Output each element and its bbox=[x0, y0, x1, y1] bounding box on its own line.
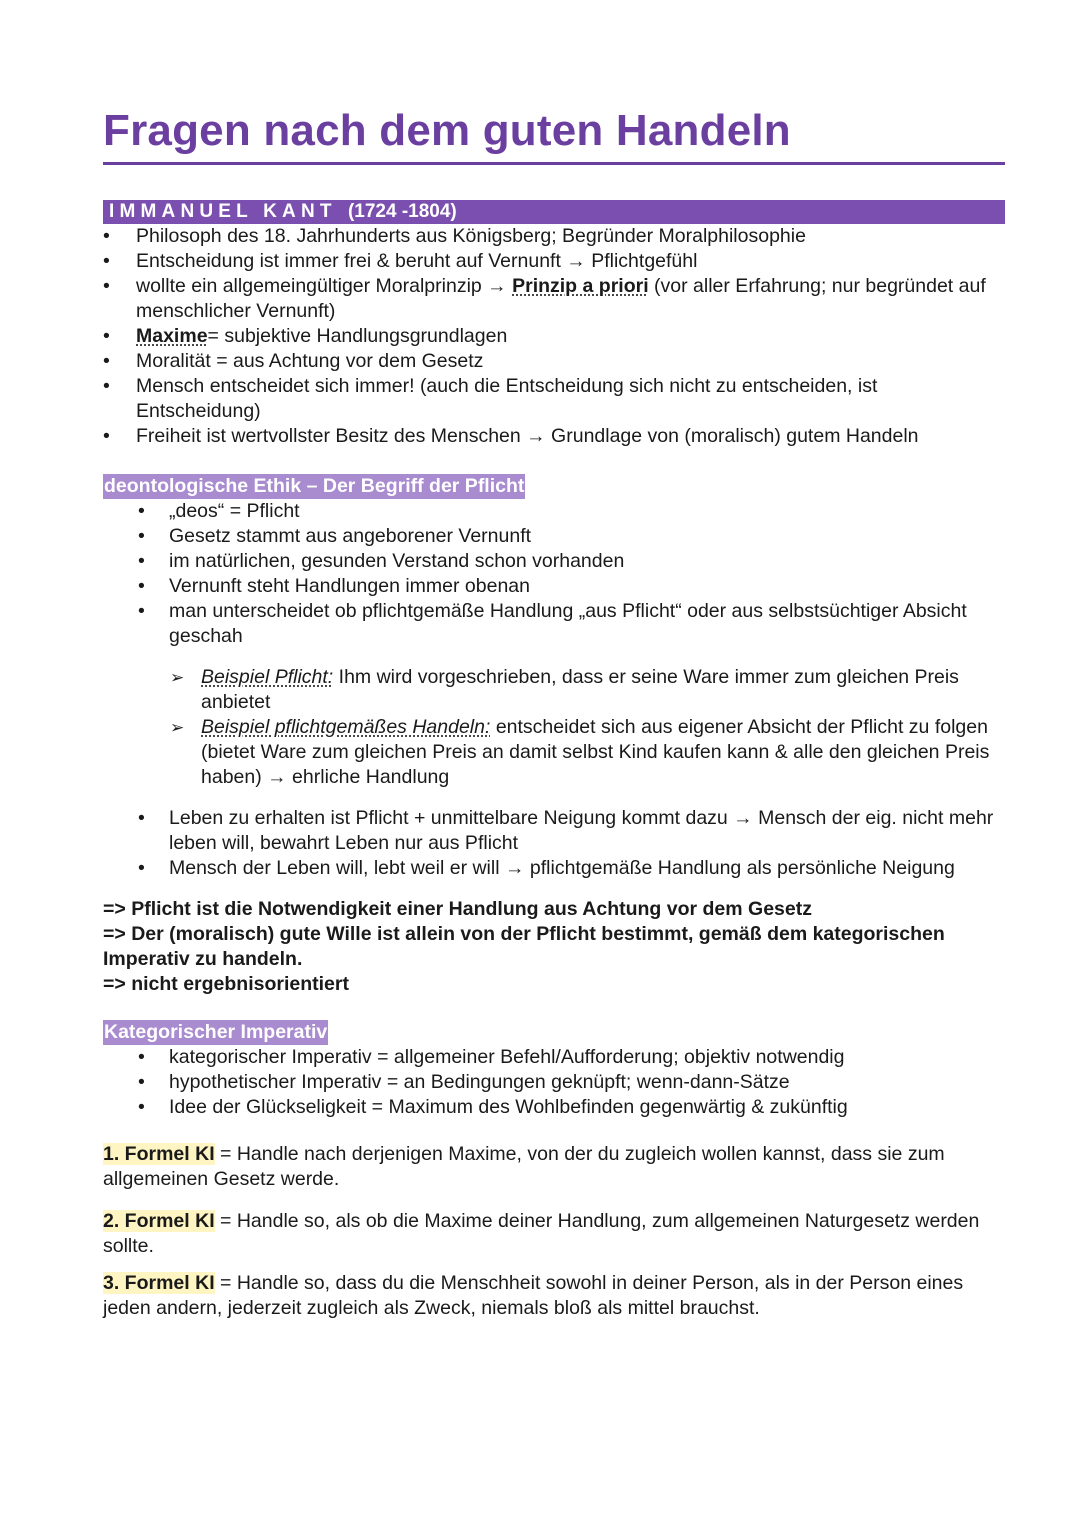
page-title: Fragen nach dem guten Handeln bbox=[103, 106, 791, 155]
list-item: • Freiheit ist wertvollster Besitz des Menschen → Grundlage von (moralisch) gutem Handeln bbox=[103, 424, 1005, 449]
title-underline bbox=[103, 162, 1005, 165]
list-item-text: (vor aller Erfahrung; nur begründet auf menschlicher Vernunft) bbox=[136, 275, 986, 322]
formula-1 bbox=[103, 1142, 1005, 1192]
formula-label: 3. Formel KI bbox=[103, 1272, 215, 1294]
formula-label: 2. Formel KI bbox=[103, 1210, 215, 1232]
example-label: Beispiel pflichtgemäßes Handeln: bbox=[201, 716, 491, 738]
list-item: • Mensch der Leben will, lebt weil er will → pflichtgemäße Handlung als persönliche Neigung bbox=[103, 856, 1005, 881]
formula-text: = Handle nach derjenigen Maxime, von der du zugleich wollen kannst, dass sie zum allgemeinen Gesetz werde. bbox=[103, 1143, 945, 1190]
formula-3 bbox=[103, 1271, 1005, 1321]
conclusion-line: => Der (moralisch) gute Wille ist allein von der Pflicht bestimmt, gemäß dem kategorischen Imperativ zu handeln. bbox=[103, 923, 945, 970]
conclusions bbox=[103, 897, 1005, 997]
example-list bbox=[103, 665, 1005, 790]
list-item: • Mensch entscheidet sich immer! (auch die Entscheidung sich nicht zu entscheiden, ist Entscheidung) bbox=[103, 374, 1005, 424]
kant-heading-bar bbox=[103, 200, 1005, 224]
list-item-text: = subjektive Handlungsgrundlagen bbox=[207, 325, 508, 347]
example-text: Ihm wird vorgeschrieben, dass er seine Ware immer zum gleichen Preis anbietet bbox=[201, 666, 959, 713]
list-item: • kategorischer Imperativ = allgemeiner Befehl/Aufforderung; objektiv notwendig bbox=[103, 1045, 1005, 1070]
list-item: • man unterscheidet ob pflichtgemäße Handlung „aus Pflicht“ oder aus selbstsüchtiger Absicht geschah bbox=[103, 599, 1005, 649]
example-label: Beispiel Pflicht: bbox=[201, 666, 334, 688]
formula-text: = Handle so, als ob die Maxime deiner Handlung, zum allgemeinen Naturgesetz werden sollte. bbox=[103, 1210, 980, 1257]
conclusion-line: => Pflicht ist die Notwendigkeit einer Handlung aus Achtung vor dem Gesetz bbox=[103, 898, 812, 920]
example-item bbox=[103, 665, 1005, 715]
list-item: • Entscheidung ist immer frei & beruht auf Vernunft → Pflichtgefühl bbox=[103, 249, 1005, 274]
list-item: • im natürlichen, gesunden Verstand schon vorhanden bbox=[103, 549, 1005, 574]
list-item: • hypothetischer Imperativ = an Bedingungen geknüpft; wenn-dann-Sätze bbox=[103, 1070, 1005, 1095]
list-item bbox=[103, 324, 1005, 349]
list-item: • Gesetz stammt aus angeborener Vernunft bbox=[103, 524, 1005, 549]
kant-years: (1724 -1804) bbox=[347, 201, 457, 222]
list-item: • Vernunft steht Handlungen immer obenan bbox=[103, 574, 1005, 599]
list-item: • Leben zu erhalten ist Pflicht + unmittelbare Neigung kommt dazu → Mensch der eig. nicht mehr leben will, bewahrt Leben nur aus Pflicht bbox=[103, 806, 1005, 856]
deontology-bullet-list bbox=[103, 499, 1005, 649]
deontology-bullet-list-2 bbox=[103, 806, 1005, 881]
conclusion-line: => nicht ergebnisorientiert bbox=[103, 973, 349, 995]
deontology-heading: deontologische Ethik – Der Begriff der Pflicht bbox=[104, 475, 525, 497]
term-maxime: Maxime bbox=[136, 325, 208, 347]
list-item: • „deos“ = Pflicht bbox=[103, 499, 1005, 524]
list-item: • Philosoph des 18. Jahrhunderts aus Königsberg; Begründer Moralphilosophie bbox=[103, 224, 1005, 249]
term-prinzip-a-priori: Prinzip a priori bbox=[512, 275, 649, 297]
kant-bullet-list bbox=[103, 224, 1005, 449]
kant-name: IMMANUEL KANT bbox=[109, 201, 337, 222]
formula-label: 1. Formel KI bbox=[103, 1143, 215, 1165]
list-item-text: wollte ein allgemeingültiger Moralprinzip → bbox=[136, 275, 513, 297]
list-item: • Moralität = aus Achtung vor dem Gesetz bbox=[103, 349, 1005, 374]
example-text: entscheidet sich aus eigener Absicht der Pflicht zu folgen (bietet Ware zum gleichen Preis an damit selbst Kind kaufen kann & alle den gleichen Preis haben) → ehrliche Handlung bbox=[201, 716, 990, 788]
formula-text: = Handle so, dass du die Menschheit sowohl in deiner Person, als in der Person eines jeden andern, jederzeit zugleich als Zweck, niemals bloß als mittel brauchst. bbox=[103, 1272, 964, 1319]
categorical-imperative-bullet-list bbox=[103, 1045, 1005, 1120]
list-item bbox=[103, 274, 1005, 324]
example-item bbox=[103, 715, 1005, 790]
formula-2 bbox=[103, 1209, 1005, 1259]
document-page bbox=[103, 100, 1005, 1321]
list-item: • Idee der Glückseligkeit = Maximum des Wohlbefinden gegenwärtig & zukünftig bbox=[103, 1095, 1005, 1120]
categorical-imperative-heading: Kategorischer Imperativ bbox=[104, 1021, 328, 1043]
